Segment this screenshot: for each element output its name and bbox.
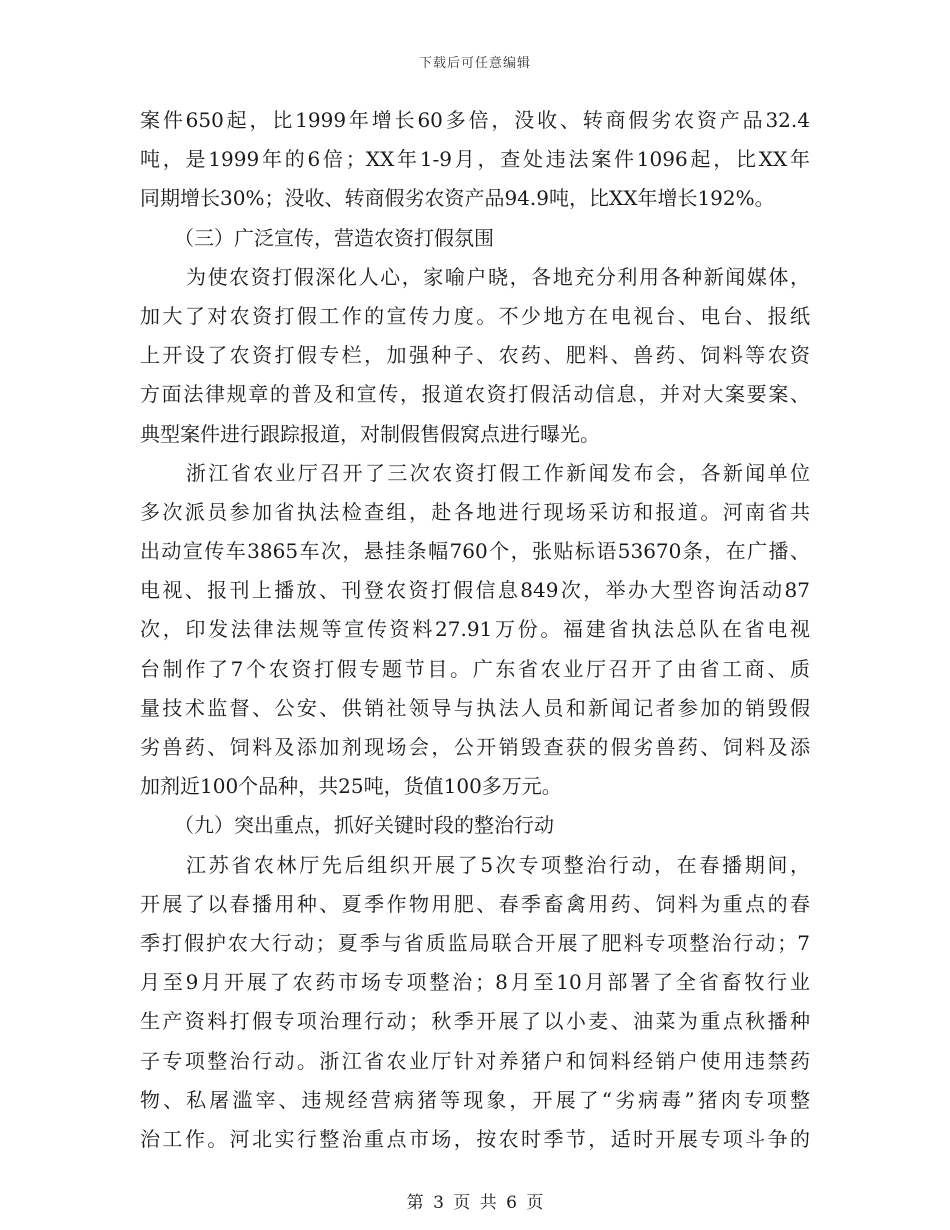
section-heading: （三）广泛宣传，营造农资打假氛围 [174,225,494,250]
text-line: 方面法律规章的普及和宣传，报道农资打假活动信息，并对大案要案、 [140,382,810,407]
text-line: 上开设了农资打假专栏，加强种子、农药、肥料、兽药、饲料等农资 [140,343,810,368]
document-body [140,101,810,1159]
page-number: 第 3 页 共 6 页 [406,1193,544,1213]
section-heading: （九）突出重点，抓好关键时段的整治行动 [174,813,554,838]
text-line: 多次派员参加省执法检查组，赴各地进行现场采访和报道。河南省共 [140,499,810,524]
text-line: 吨，是1999年的6倍；XX年1-9月，查处违法案件1096起，比XX年 [140,147,810,172]
text-line: 月至9月开展了农药市场专项整治；8月至10月部署了全省畜牧行业 [140,970,810,995]
text-line: 量技术监督、公安、供销社领导与执法人员和新闻记者参加的销毁假 [140,695,810,720]
text-line: 治工作。河北实行整治重点市场，按农时季节，适时开展专项斗争的 [140,1126,810,1151]
text-line: 加剂近100个品种，共25吨，货值100多万元。 [140,774,562,799]
text-line: 案件650起，比1999年增长60多倍，没收、转商假劣农资产品32.4 [140,108,810,132]
text-line: 浙江省农业厅召开了三次农资打假工作新闻发布会，各新闻单位 [186,460,810,485]
text-line: 子专项整治行动。浙江省农业厅针对养猪户和饲料经销户使用违禁药 [140,1048,810,1073]
page-header: 下载后可任意编辑 [418,56,531,71]
text-line: 电视、报刊上播放、刊登农资打假信息849次，举办大型咨询活动87 [140,578,810,603]
text-line: 为使农资打假深化人心，家喻户晓，各地充分利用各种新闻媒体， [186,264,810,289]
text-line: 生产资料打假专项治理行动；秋季开展了以小麦、油菜为重点秋播种 [140,1009,810,1034]
text-line: 次，印发法律法规等宣传资料27.91万份。福建省执法总队在省电视 [140,617,810,642]
text-line: 台制作了7个农资打假专题节目。广东省农业厅召开了由省工商、质 [140,656,810,681]
text-line: 开展了以春播用种、夏季作物用肥、春季畜禽用药、饲料为重点的春 [140,891,810,916]
text-line: 季打假护农大行动；夏季与省质监局联合开展了肥料专项整治行动；7 [140,930,810,955]
text-line: 同期增长30%；没收、转商假劣农资产品94.9吨，比XX年增长192%。 [140,186,775,211]
text-line: 物、私屠滥宰、违规经营病猪等现象，开展了“劣病毒”猪肉专项整 [140,1087,810,1112]
text-line: 出动宣传车3865车次，悬挂条幅760个，张贴标语53670条，在广播、 [140,539,810,564]
text-line: 劣兽药、饲料及添加剂现场会，公开销毁查获的假劣兽药、饲料及添 [140,735,810,759]
text-line: 加大了对农资打假工作的宣传力度。不少地方在电视台、电台、报纸 [140,303,810,328]
text-line: 江苏省农林厅先后组织开展了5次专项整治行动，在春播期间， [186,852,810,877]
text-line: 典型案件进行跟踪报道，对制假售假窝点进行曝光。 [140,421,600,446]
